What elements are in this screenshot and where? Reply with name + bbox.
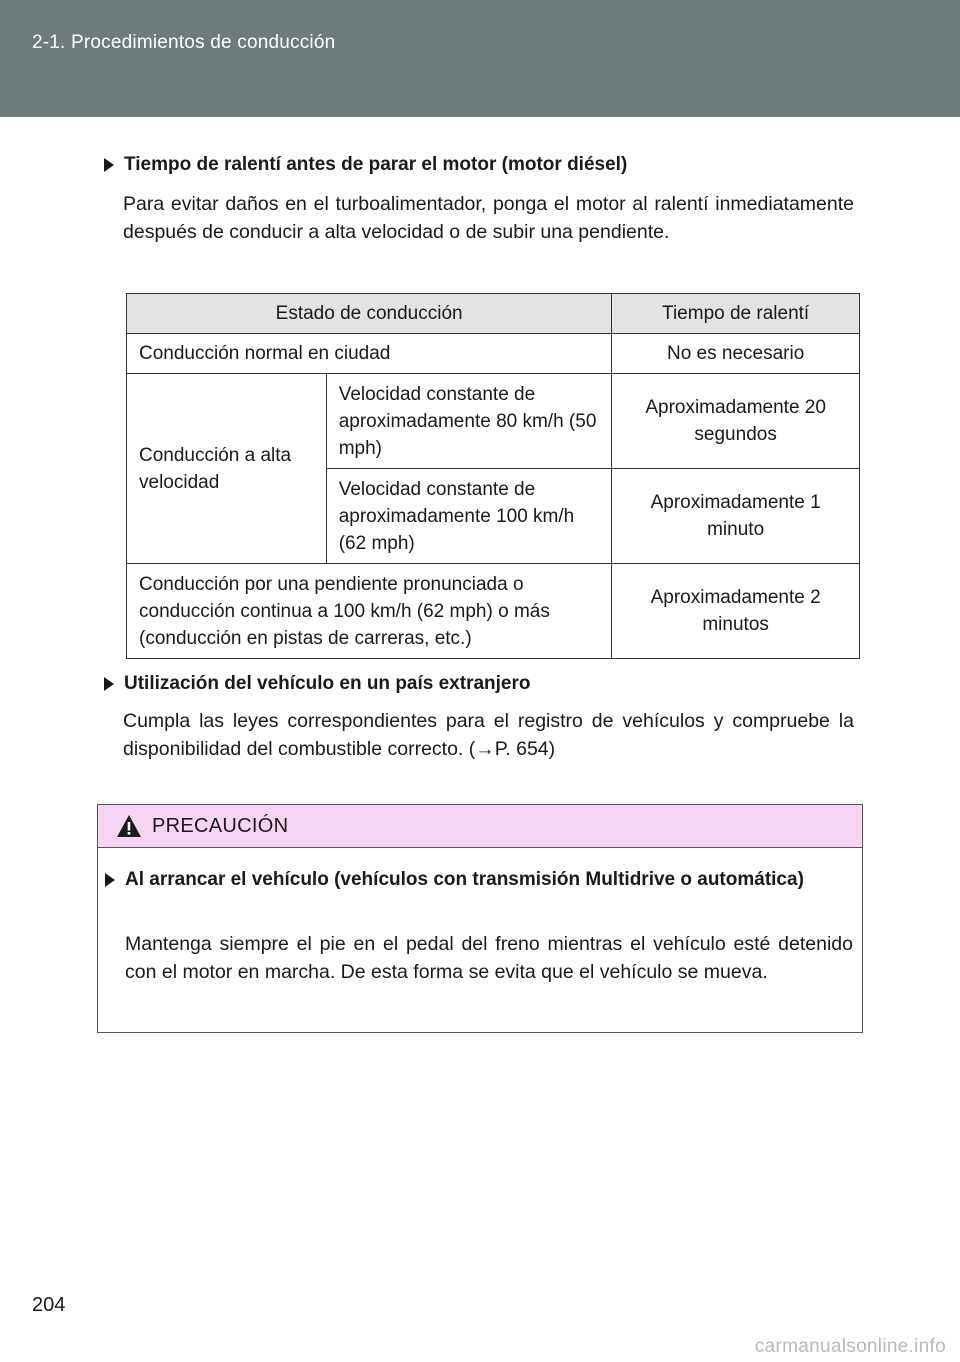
table-cell: Conducción normal en ciudad bbox=[127, 334, 612, 374]
caution-heading-text: Al arrancar el vehículo (vehículos con transmisión Multidrive o automática) bbox=[125, 869, 804, 890]
table-row bbox=[127, 564, 860, 659]
section-heading-text: Tiempo de ralentí antes de parar el motor (motor diésel) bbox=[124, 154, 628, 175]
page-number: 204 bbox=[32, 1294, 66, 1316]
table-cell: Aproximadamente 2 minutos bbox=[612, 564, 860, 659]
table-row bbox=[127, 374, 860, 469]
caution-box bbox=[97, 804, 863, 1033]
table-cell: Aproximadamente 20 segundos bbox=[612, 374, 860, 469]
watermark-text: carmanualsonline.info bbox=[754, 1336, 946, 1357]
table-header-cell: Tiempo de ralentí bbox=[612, 294, 860, 334]
section-title: 2-1. Procedimientos de conducción bbox=[32, 32, 336, 53]
table-cell: Aproximadamente 1 minuto bbox=[612, 469, 860, 564]
caution-header bbox=[98, 805, 862, 848]
caution-body: Mantenga siempre el pie en el pedal del freno mientras el vehículo esté detenido con el motor en marcha. De esta forma se evita que el vehículo se mueva. bbox=[125, 933, 853, 983]
section-paragraph-foreign-use: Cumpla las leyes correspondientes para el registro de vehículos y compruebe la disponibilidad del combustible correcto. (→P. 654) bbox=[123, 710, 854, 760]
triangle-bullet-icon bbox=[104, 677, 114, 691]
idle-time-table bbox=[126, 293, 860, 659]
table-cell: No es necesario bbox=[612, 334, 860, 374]
caution-title: PRECAUCIÓN bbox=[152, 814, 289, 837]
section-heading-foreign-use bbox=[104, 673, 531, 695]
section-heading-idle-time bbox=[104, 154, 627, 176]
section-paragraph-idle-time: Para evitar daños en el turboalimentador, ponga el motor al ralentí inmediatamente después de conducir a alta velocidad o de subir una pendiente. bbox=[123, 193, 854, 243]
caution-heading bbox=[105, 867, 853, 893]
table-cell: Conducción por una pendiente pronunciada o conducción continua a 100 km/h (62 mph) o más (conducción en pistas de carreras, etc.) bbox=[127, 564, 612, 659]
triangle-bullet-icon bbox=[104, 158, 114, 172]
table-cell: Velocidad constante de aproximadamente 100 km/h (62 mph) bbox=[326, 469, 612, 564]
section-heading-text: Utilización del vehículo en un país extranjero bbox=[124, 673, 531, 694]
table-cell: Conducción a alta velocidad bbox=[127, 374, 327, 564]
page-header bbox=[0, 0, 960, 117]
table-cell: Velocidad constante de aproximadamente 80 km/h (50 mph) bbox=[326, 374, 612, 469]
table-row bbox=[127, 334, 860, 374]
table-header-row bbox=[127, 294, 860, 334]
triangle-bullet-icon bbox=[105, 873, 115, 887]
table-header-cell: Estado de conducción bbox=[127, 294, 612, 334]
warning-triangle-icon bbox=[116, 814, 142, 838]
